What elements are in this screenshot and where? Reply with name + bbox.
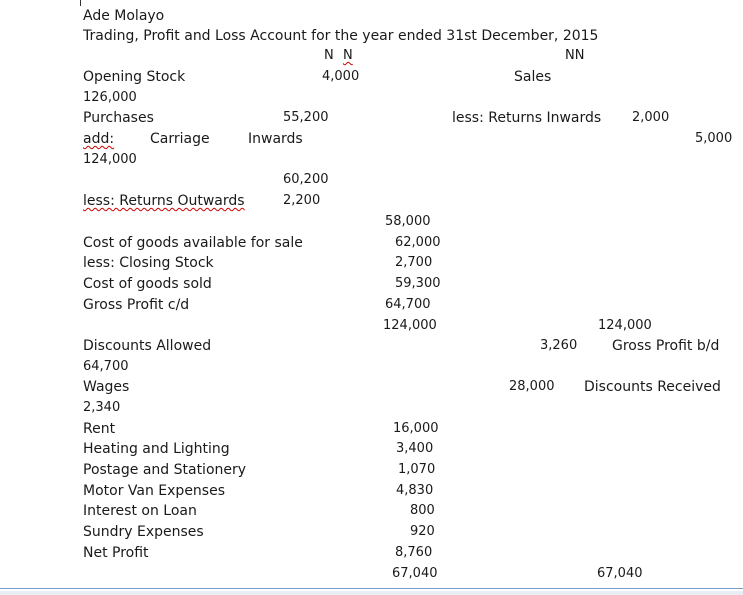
gross-profit-bd-label: Gross Profit b/d	[612, 338, 720, 354]
postage-stationery-label: Postage and Stationery	[83, 462, 247, 478]
page-bottom-border	[0, 588, 743, 589]
discounts-allowed-label: Discounts Allowed	[83, 338, 212, 354]
trading-total-right: 124,000	[598, 318, 652, 333]
carriage-label: Carriage	[150, 131, 210, 147]
cogas-value: 62,000	[395, 235, 441, 250]
margin-marker	[80, 0, 81, 6]
pnl-total-left: 67,040	[392, 566, 438, 581]
interest-on-loan-label: Interest on Loan	[83, 503, 197, 519]
statement-title: Trading, Profit and Loss Account for the year ended 31st December, 2015	[83, 28, 599, 44]
sundry-expenses-value: 920	[410, 524, 435, 539]
motor-van-label: Motor Van Expenses	[83, 483, 226, 499]
closing-stock-value: 2,700	[395, 255, 433, 270]
cogs-label: Cost of goods sold	[83, 276, 212, 292]
gross-profit-bd-value: 64,700	[83, 359, 129, 374]
cogs-value: 59,300	[395, 276, 441, 291]
opening-stock-label: Opening Stock	[83, 69, 186, 85]
inwards-label: Inwards	[248, 131, 303, 147]
returns-inwards-value: 2,000	[632, 110, 670, 125]
net-profit-label: Net Profit	[83, 545, 149, 561]
opening-stock-value: 4,000	[322, 69, 360, 84]
purchases-value: 55,200	[283, 110, 329, 125]
gross-profit-cd-value: 64,700	[385, 297, 431, 312]
wages-value: 28,000	[509, 379, 555, 394]
purchases-subtotal: 60,200	[283, 172, 329, 187]
column-heading-nn: NN	[565, 48, 585, 63]
closing-stock-label: less: Closing Stock	[83, 255, 214, 271]
discounts-received-label: Discounts Received	[584, 379, 721, 395]
sundry-expenses-label: Sundry Expenses	[83, 524, 204, 540]
returns-outwards-label: less: Returns Outwards	[83, 193, 245, 209]
trading-total-left: 124,000	[383, 318, 437, 333]
discounts-received-value: 2,340	[83, 400, 121, 415]
add-label: add:	[83, 131, 115, 147]
heating-lighting-label: Heating and Lighting	[83, 441, 230, 457]
column-heading-n1: N	[324, 48, 334, 63]
motor-van-value: 4,830	[396, 483, 434, 498]
heating-lighting-value: 3,400	[396, 441, 434, 456]
net-profit-value: 8,760	[395, 545, 433, 560]
column-heading-n2: N	[343, 48, 353, 63]
sales-value: 126,000	[83, 90, 137, 105]
returns-outwards-value: 2,200	[283, 193, 321, 208]
page-bottom-shade	[0, 591, 743, 595]
discounts-allowed-value: 3,260	[540, 338, 578, 353]
rent-value: 16,000	[393, 421, 439, 436]
gross-profit-cd-label: Gross Profit c/d	[83, 297, 190, 313]
net-sales-value: 124,000	[83, 152, 137, 167]
wages-label: Wages	[83, 379, 130, 395]
returns-inwards-label: less: Returns Inwards	[452, 110, 602, 126]
cogas-label: Cost of goods available for sale	[83, 235, 303, 251]
net-purchases-value: 58,000	[385, 214, 431, 229]
carriage-inwards-value: 5,000	[695, 131, 733, 146]
interest-on-loan-value: 800	[410, 503, 435, 518]
pnl-total-right: 67,040	[597, 566, 643, 581]
sales-label: Sales	[514, 69, 552, 85]
business-name: Ade Molayo	[83, 8, 165, 24]
purchases-label: Purchases	[83, 110, 154, 126]
postage-stationery-value: 1,070	[398, 462, 436, 477]
rent-label: Rent	[83, 421, 116, 437]
